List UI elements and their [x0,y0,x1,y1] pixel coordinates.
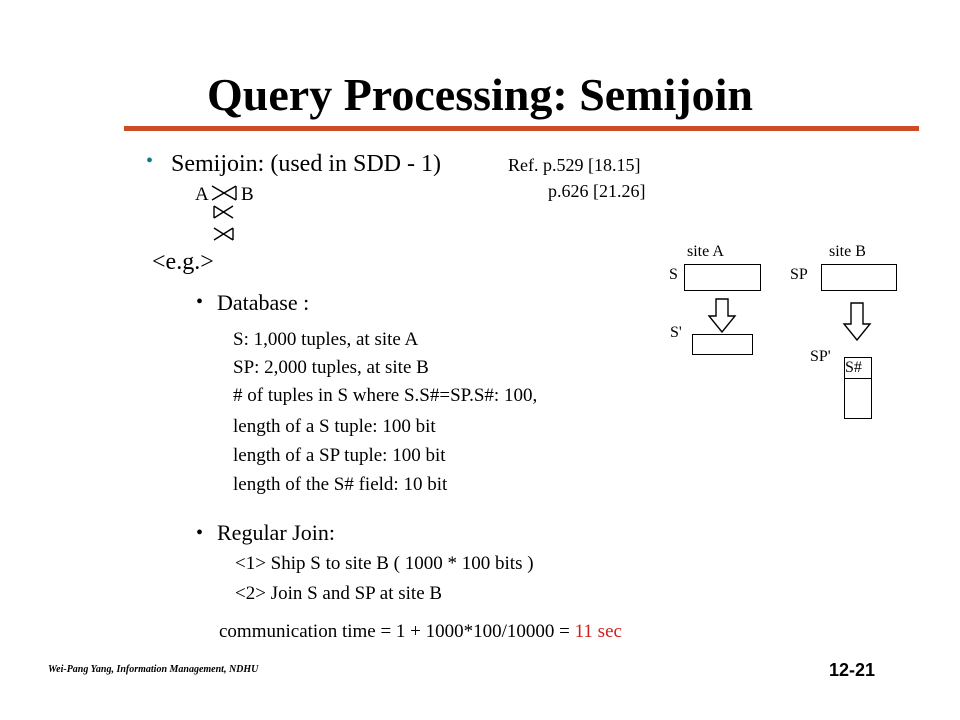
s-hash-divider [845,378,871,379]
operand-b: B [241,184,254,205]
database-item: SP: 2,000 tuples, at site B [233,357,429,378]
database-item: # of tuples in S where S.S#=SP.S#: 100, [233,385,538,406]
bullet-icon: • [196,522,204,544]
down-arrow-icon [707,298,737,334]
page-number: 12-21 [829,660,876,680]
relation-sp-label: SP [790,266,808,283]
footer-credit: Wei-Pang Yang, Information Management, NDHU [48,664,259,675]
s-hash-label: S# [845,359,862,376]
database-item: length of a S tuple: 100 bit [233,416,436,437]
bullet-icon: • [146,150,154,172]
semijoin-symbols-icon [209,184,239,244]
communication-time-result: 11 sec [574,621,622,642]
reference-1: Ref. p.529 [18.15] [508,155,641,175]
relation-sp-prime-label: SP' [810,348,831,365]
relation-s-box [684,264,761,291]
example-label: <e.g.> [152,249,214,275]
database-item: S: 1,000 tuples, at site A [233,329,419,350]
database-item: length of the S# field: 10 bit [233,474,448,495]
database-heading: Database : [217,290,310,315]
regular-join-step: <1> Ship S to site B ( 1000 * 100 bits ) [235,553,534,574]
site-b-label: site B [829,243,866,260]
down-arrow-icon [842,302,872,342]
relation-sp-box [821,264,897,291]
operand-a: A [195,184,209,205]
title-divider [124,126,919,131]
relation-s-label: S [669,266,678,283]
relation-s-prime-label: S' [670,324,682,341]
site-a-label: site A [687,243,724,260]
regular-join-heading: Regular Join: [217,520,335,545]
reference-2: p.626 [21.26] [548,181,646,201]
database-item: length of a SP tuple: 100 bit [233,445,446,466]
communication-time [219,621,622,643]
communication-time-formula: communication time = 1 + 1000*100/10000 = [219,621,575,642]
slide-title: Query Processing: Semijoin [207,69,753,120]
regular-join-step: <2> Join S and SP at site B [235,583,443,604]
relation-s-prime-box [692,334,753,355]
bullet-icon: • [196,291,204,313]
semijoin-heading: Semijoin: (used in SDD - 1) [171,151,441,177]
